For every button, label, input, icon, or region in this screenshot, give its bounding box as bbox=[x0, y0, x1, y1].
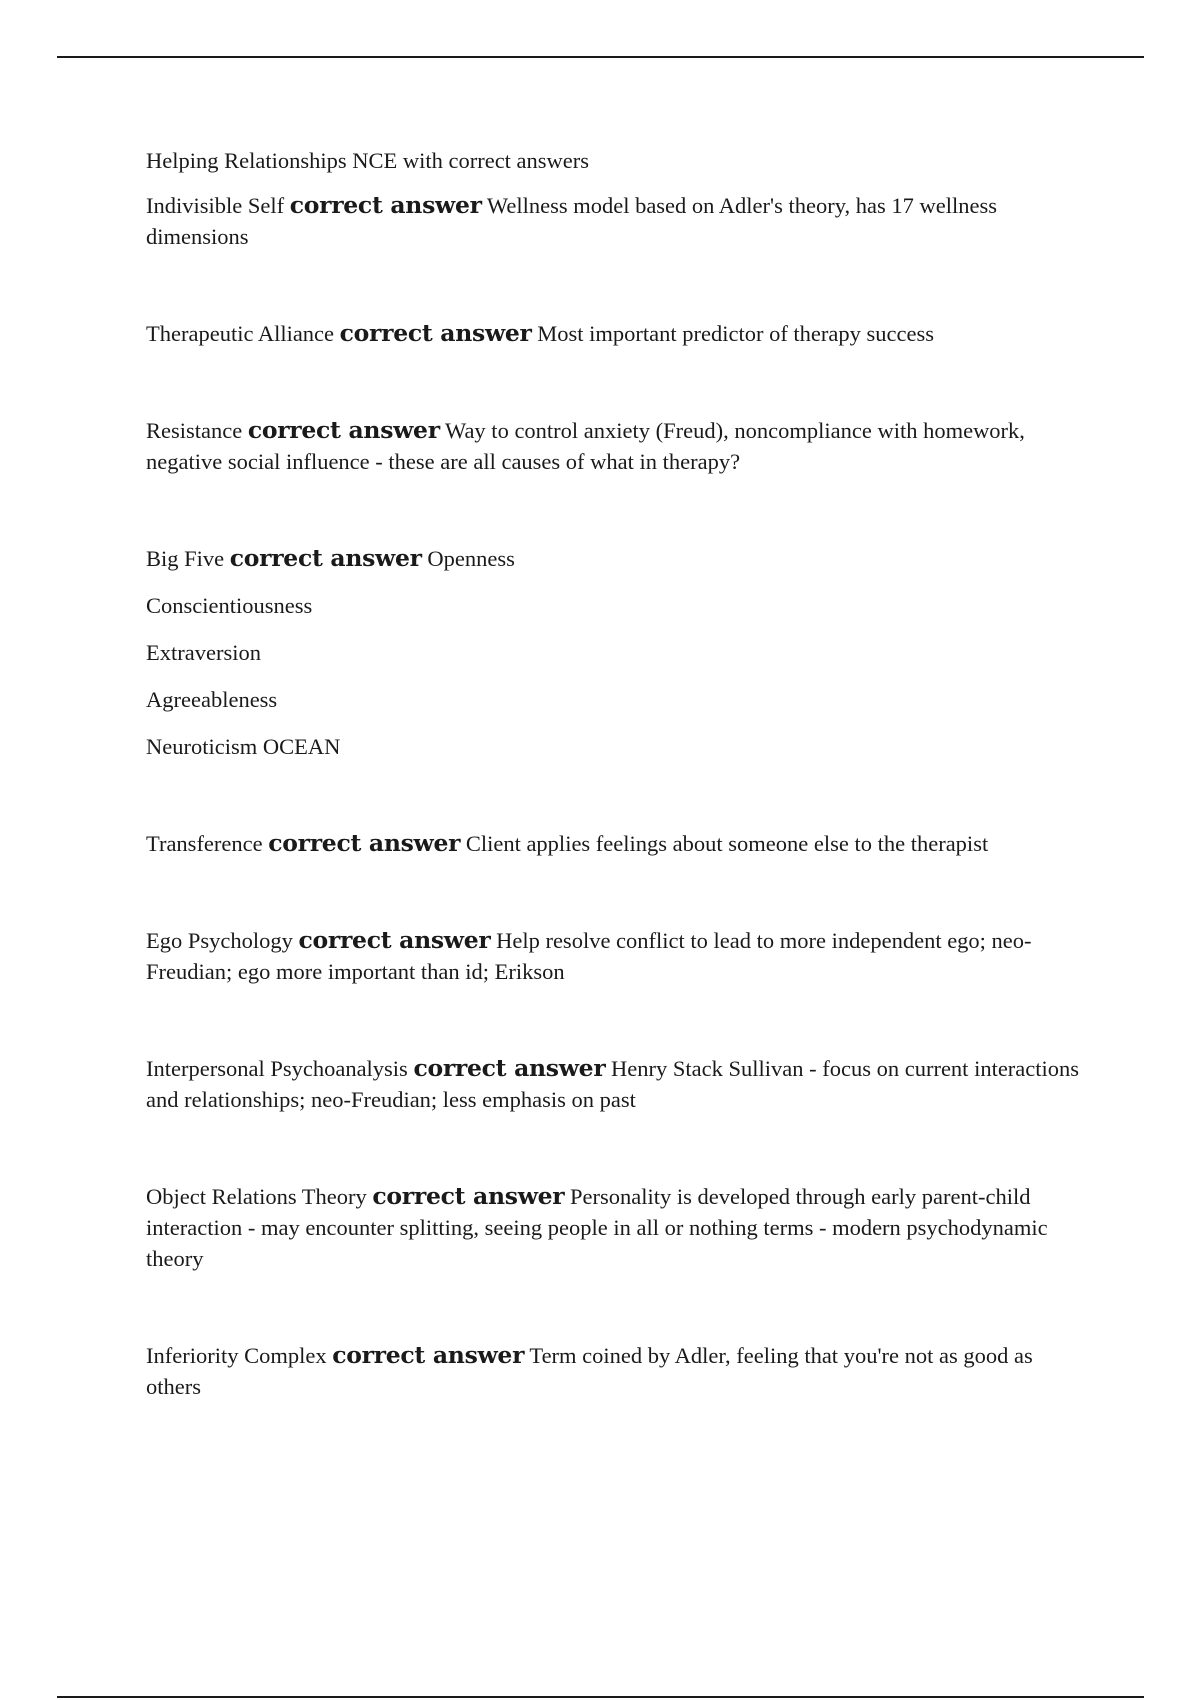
correct-answer-marker: correct answer bbox=[289, 191, 482, 219]
term: Inferiority Complex bbox=[146, 1343, 327, 1368]
correct-answer-marker: correct answer bbox=[229, 544, 422, 572]
term: Ego Psychology bbox=[146, 928, 293, 953]
answer: Wellness model based on Adler's theory, has 17 wellness dimensions bbox=[146, 193, 997, 249]
answer-continuation: Conscientiousness bbox=[146, 593, 313, 618]
term: Big Five bbox=[146, 546, 225, 571]
answer: Most important predictor of therapy success bbox=[537, 321, 935, 346]
qa-line bbox=[146, 1340, 1086, 1402]
correct-answer-marker: correct answer bbox=[268, 829, 461, 857]
answer: Term coined by Adler, feeling that you're not as good as others bbox=[146, 1343, 1033, 1399]
qa-line bbox=[146, 1053, 1086, 1115]
answer: Openness bbox=[427, 546, 515, 571]
term: Transference bbox=[146, 831, 263, 856]
answer: Henry Stack Sullivan - focus on current interactions and relationships; neo-Freudian; less emphasis on past bbox=[146, 1056, 1080, 1112]
qa-entry-indivisible-self bbox=[146, 190, 1086, 252]
qa-entry-object-relations-theory bbox=[146, 1181, 1086, 1274]
footer-rule bbox=[57, 1696, 1144, 1698]
qa-line bbox=[146, 190, 1086, 252]
answer-continuation: Neuroticism OCEAN bbox=[146, 734, 341, 759]
qa-entry-therapeutic-alliance bbox=[146, 318, 1086, 349]
header-rule bbox=[57, 56, 1144, 58]
term: Object Relations Theory bbox=[146, 1184, 367, 1209]
qa-line bbox=[146, 1181, 1086, 1274]
answer: Personality is developed through early parent-child interaction - may encounter splitting, seeing people in all or nothing terms - modern psychodynamic theory bbox=[146, 1184, 1048, 1271]
answer-continuation: Extraversion bbox=[146, 640, 261, 665]
qa-line bbox=[146, 543, 1086, 574]
term: Therapeutic Alliance bbox=[146, 321, 335, 346]
answer-continuation: Agreeableness bbox=[146, 687, 278, 712]
correct-answer-marker: correct answer bbox=[372, 1182, 565, 1210]
qa-entry-interpersonal-psychoanalysis bbox=[146, 1053, 1086, 1115]
correct-answer-marker: correct answer bbox=[339, 319, 532, 347]
answer: Client applies feelings about someone else to the therapist bbox=[465, 831, 989, 856]
answer: Way to control anxiety (Freud), noncompliance with homework, negative social influence - these are all causes of what in therapy? bbox=[146, 418, 1025, 474]
qa-line bbox=[146, 828, 1086, 859]
correct-answer-marker: correct answer bbox=[413, 1054, 606, 1082]
qa-entry-inferiority-complex bbox=[146, 1340, 1086, 1402]
document-title: Helping Relationships NCE with correct answers bbox=[146, 148, 590, 173]
qa-entry-ego-psychology bbox=[146, 925, 1086, 987]
answer: Help resolve conflict to lead to more independent ego; neo-Freudian; ego more important than id; Erikson bbox=[146, 928, 1032, 984]
qa-line bbox=[146, 925, 1086, 987]
term: Indivisible Self bbox=[146, 193, 285, 218]
qa-entry-big-five bbox=[146, 543, 1086, 762]
qa-line bbox=[146, 318, 1086, 349]
term: Interpersonal Psychoanalysis bbox=[146, 1056, 408, 1081]
term: Resistance bbox=[146, 418, 243, 443]
qa-line bbox=[146, 415, 1086, 477]
correct-answer-marker: correct answer bbox=[298, 926, 491, 954]
qa-entry-transference bbox=[146, 828, 1086, 859]
document-body bbox=[146, 145, 1086, 1468]
correct-answer-marker: correct answer bbox=[332, 1341, 525, 1369]
qa-entry-resistance bbox=[146, 415, 1086, 477]
correct-answer-marker: correct answer bbox=[247, 416, 440, 444]
